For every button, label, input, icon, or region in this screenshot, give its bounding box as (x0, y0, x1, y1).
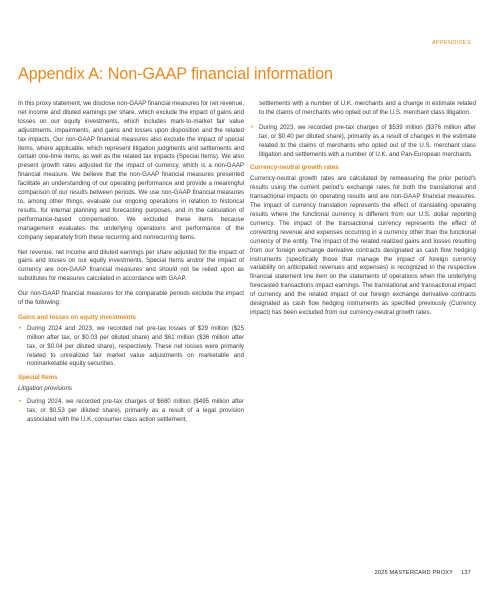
currency-neutral-heading: Currency-neutral growth rates (250, 164, 339, 172)
page-footer (375, 570, 471, 576)
litigation-list (18, 398, 244, 425)
currency-neutral-paragraph: Currency-neutral growth rates are calculated by remeasuring the prior period's results using the current period's exchange rates for both the translational and transactional impacts on operating results and are non-GAAP financial measures. The impact of currency translation represents the effect of translating operating results where the functional currency is different from our U.S. dollar reporting currency. The impact of the transactional currency represents the effect of converting revenue and expenses occurring in a currency other than the functional currency of the entity. The impact of the related realized gains and losses resulting from our foreign exchange derivative contracts designated as cash flow hedging instruments (specifically those that manage the impact of foreign currency variability on anticipated revenues and expenses) is recognized in the respective financial statement line item on the statements of operations when the underlying forecasted transactions impact earnings. The translational and transactional impact of currency and the related impact of our foreign exchange derivative contracts designated as cash flow hedging instruments as specified previously (Currency impact) has been excluded from our currency-neutral growth rates. (250, 175, 476, 316)
litigation-list-continued (250, 124, 476, 160)
gains-losses-heading: Gains and losses on equity investments (18, 313, 136, 321)
bullet-icon: • (19, 324, 22, 332)
left-column (18, 100, 244, 430)
section-tag: APPENDICES (431, 40, 471, 46)
page-title: Appendix A: Non-GAAP financial information (18, 65, 333, 83)
litigation-subheading: Litigation provisions (18, 385, 72, 393)
right-column (250, 100, 476, 324)
litigation-continuation: settlements with a number of U.K. merchants and a change in estimate related to the claims of merchants who opted out of the U.S. merchant class litigation. (259, 100, 476, 116)
intro-paragraph: In this proxy statement, we disclose non-GAAP financial measures for net revenue, net income and diluted earnings per share, which exclude the impact of gains and losses on our equity investments, which includes mark-to-market fair value adjustments, impairments, and gains and losses upon disposition and the related tax impacts. Our non-GAAP financial measures also exclude the impact of special items, where applicable, which represent litigation judgments and settlements and certain one-time items, as well as the related tax impacts (Special Items). We also present growth rates adjusted for the impact of currency, which is a non-GAAP financial measure. We believe that the non-GAAP financial measures presented facilitate an understanding of our operating performance and provide a meaningful comparison of our results between periods. We use non-GAAP financial measures to, among other things, evaluate our ongoing operations in relation to historical results, for internal planning and forecasting purposes, and in the calculation of performance-based compensation. We excluded these items because management evaluates the underlying operations and performance of the company separately from these recurring and nonrecurring items. (18, 100, 244, 241)
page-number: 137 (461, 570, 471, 576)
gaap-disclaimer-paragraph: Net revenue, net income and diluted earnings per share adjusted for the impact of gains and losses on our equity investments, Special Items and/or the impact of currency are non-GAAP financial measures and should not be relied upon as substitutes for measures calculated in accordance with GAAP. (18, 248, 244, 283)
footer-doc-title: 2025 MASTERCARD PROXY (374, 570, 454, 576)
list-item: • During 2024 and 2023, we recorded net pre-tax losses of $29 million ($25 million after tax, or $0.03 per diluted share) and $61 million ($36 million after tax, or $0.04 per diluted share), respectively. These net losses were primarily related to unrealized fair market value adjustments on marketable and nonmarketable equity securities. (19, 324, 244, 368)
exclusions-intro-paragraph: Our non-GAAP financial measures for the comparable periods exclude the impact of the following: (18, 290, 244, 307)
gains-losses-list (18, 325, 244, 370)
bullet-icon: • (251, 123, 254, 131)
list-item: • During 2024, we recorded pre-tax charges of $680 million ($495 million after tax, or $0.53 per diluted share), primarily as a result of a legal provision associated with the U.K. consumer class action settlement, (19, 398, 244, 423)
bullet-icon: • (19, 398, 22, 406)
list-item: • During 2023, we recorded pre-tax charges of $539 million ($376 million after tax, or $0.40 per diluted share), primarily as a result of changes in the estimate related to the claims of merchants who opted out of the U.S. merchant class litigation and settlements with a number of U.K. and Pan-European merchants. (251, 123, 476, 158)
special-items-heading: Special Items (18, 374, 58, 382)
